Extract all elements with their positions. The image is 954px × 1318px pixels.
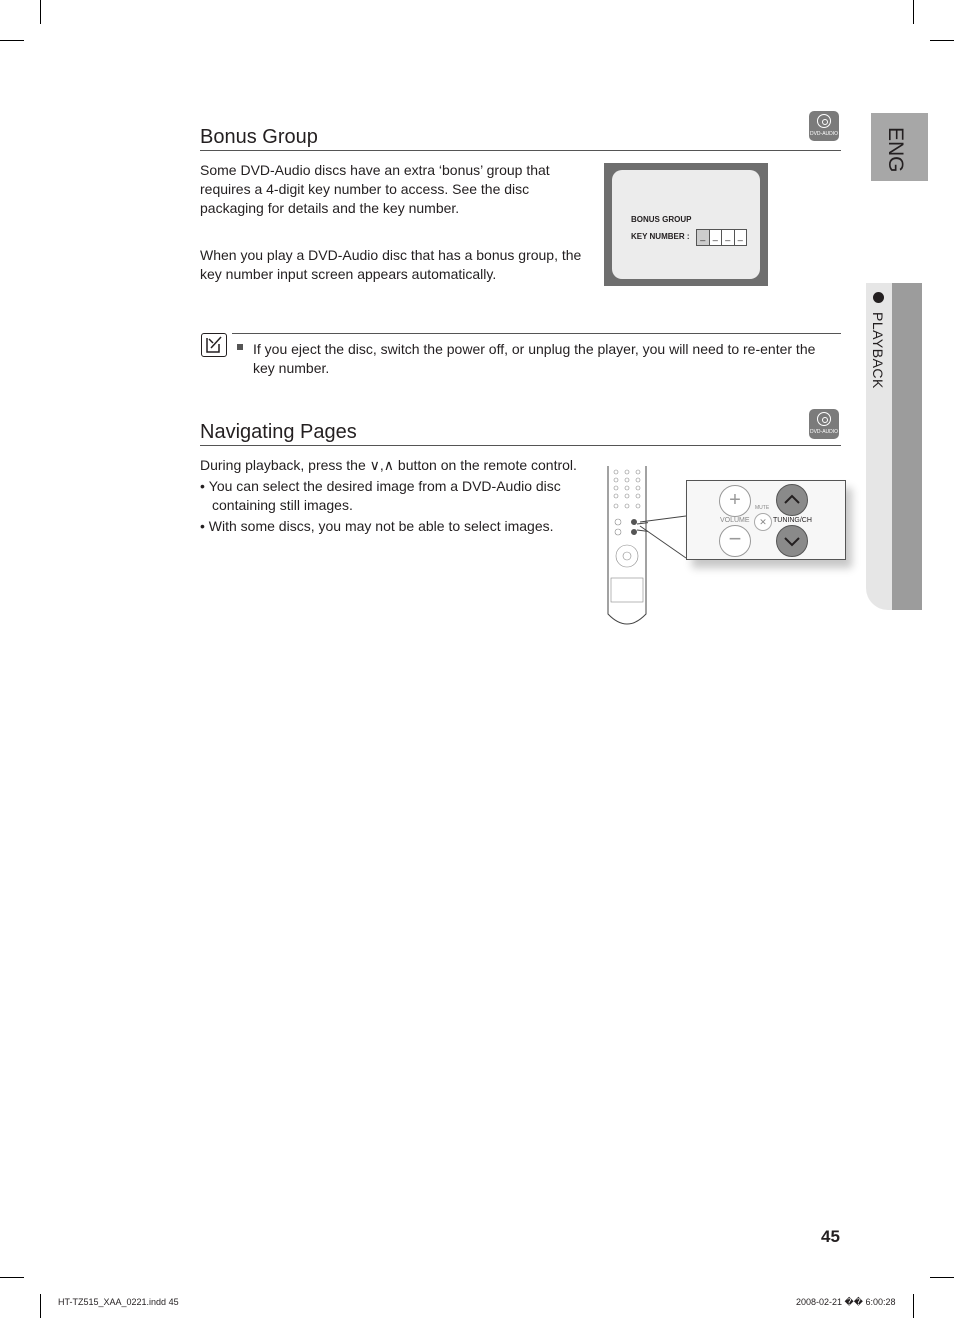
bonus-group-text xyxy=(200,161,590,284)
key-number-screen xyxy=(604,163,768,286)
chevron-up-icon xyxy=(777,485,807,515)
note-icon xyxy=(201,333,227,357)
bullet-text: You can select the desired image from a DVD-Audio disc containing still images. xyxy=(208,478,561,513)
intro-text-end: button on the remote control. xyxy=(394,457,577,473)
section-side-label: PLAYBACK xyxy=(870,312,886,389)
crop-mark xyxy=(0,40,24,41)
footer-filename: HT-TZ515_XAA_0221.indd 45 xyxy=(58,1297,179,1307)
crop-mark xyxy=(40,1294,41,1318)
crop-mark xyxy=(930,40,954,41)
mute-icon[interactable]: ✕ xyxy=(754,513,772,531)
channel-down-button[interactable] xyxy=(776,525,808,557)
zoom-connector-lines xyxy=(636,480,688,560)
list-item: • With some discs, you may not be able to select images. xyxy=(200,518,554,534)
key-number-label: KEY NUMBER : xyxy=(631,232,690,241)
dvd-audio-icon xyxy=(809,409,839,439)
bonus-group-para-1: Some DVD-Audio discs have an extra ‘bonus’ group that requires a 4-digit key number to access. See the disc packaging for details and the key number. xyxy=(200,162,550,216)
side-band-dark xyxy=(892,283,922,610)
footer-timestamp: 2008-02-21 �� 6:00:28 xyxy=(796,1297,896,1307)
key-digit: _ xyxy=(722,230,735,245)
volume-down-button[interactable]: − xyxy=(719,525,751,557)
crop-mark xyxy=(913,0,914,24)
crop-mark xyxy=(930,1277,954,1278)
tuning-ch-label: TUNING/CH xyxy=(773,517,812,524)
dvd-audio-badge: DVD-AUDIO xyxy=(809,429,839,435)
intro-text: During playback, press the xyxy=(200,457,370,473)
remote-zoom-panel xyxy=(686,480,846,560)
channel-up-button[interactable] xyxy=(776,484,808,516)
volume-up-button[interactable]: + xyxy=(719,485,751,517)
section-divider xyxy=(200,445,841,446)
navigating-pages-title: Navigating Pages xyxy=(200,421,357,443)
bonus-group-title: Bonus Group xyxy=(200,126,318,148)
language-tab-label: ENG xyxy=(884,127,907,173)
note-divider xyxy=(232,333,841,334)
chevron-down-icon xyxy=(777,526,807,556)
volume-label: VOLUME xyxy=(720,517,750,524)
navigating-pages-text xyxy=(200,456,600,536)
up-down-symbols: ∨,∧ xyxy=(369,457,395,473)
key-digit: _ xyxy=(737,231,743,241)
language-tab xyxy=(871,113,928,181)
key-digit: _ xyxy=(710,230,723,245)
dvd-audio-badge: DVD-AUDIO xyxy=(809,131,839,137)
section-divider xyxy=(200,150,841,151)
page-number: 45 xyxy=(821,1227,840,1246)
disc-icon xyxy=(817,114,831,128)
section-bullet-icon xyxy=(873,292,884,303)
bullet-text: With some discs, you may not be able to select images. xyxy=(208,518,554,534)
dvd-audio-icon xyxy=(809,111,839,141)
note-text: If you eject the disc, switch the power off, or unplug the player, you will need to re-enter the key number. xyxy=(253,341,816,376)
bonus-group-screen-label: BONUS GROUP xyxy=(631,215,692,224)
navigating-pages-intro xyxy=(200,456,600,475)
note-bullet-icon xyxy=(237,344,243,350)
mute-label: MUTE xyxy=(755,505,770,511)
bonus-group-para-2: When you play a DVD-Audio disc that has a bonus group, the key number input screen appears automatically. xyxy=(200,247,582,282)
key-digit: _ xyxy=(697,230,710,245)
crop-mark xyxy=(913,1294,914,1318)
crop-mark xyxy=(0,1277,24,1278)
crop-mark xyxy=(40,0,41,24)
tv-screen xyxy=(612,170,760,279)
disc-icon xyxy=(817,412,831,426)
list-item: • You can select the desired image from a DVD-Audio disc containing still images. xyxy=(200,478,561,513)
key-number-input xyxy=(696,229,747,246)
